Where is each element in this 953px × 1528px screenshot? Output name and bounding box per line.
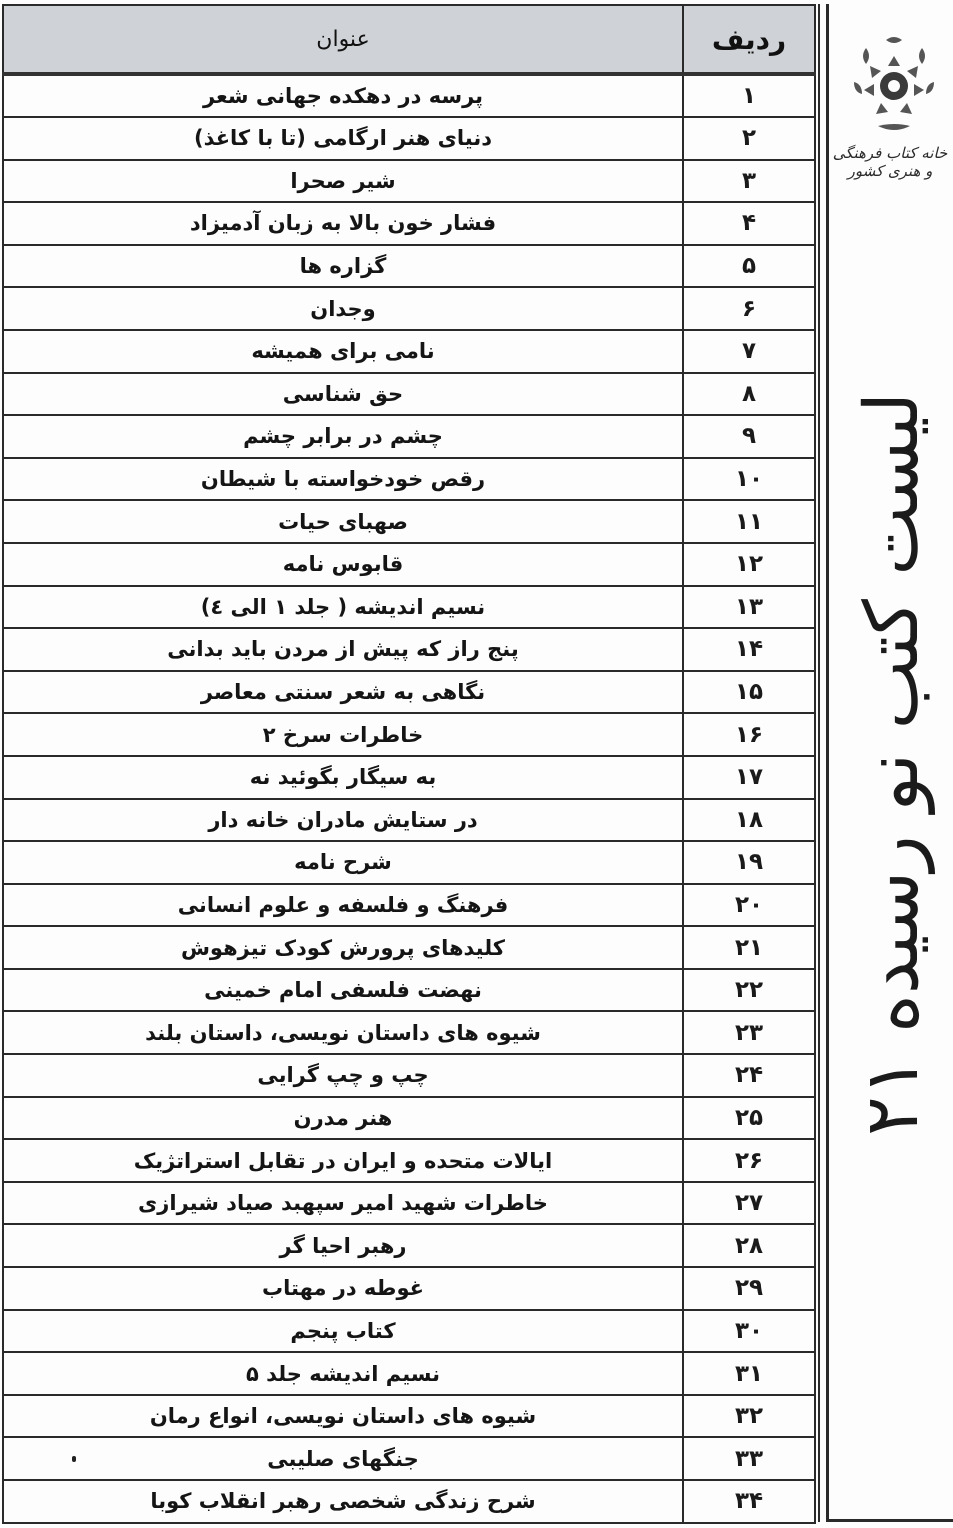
row-number: ۱۱ <box>683 500 815 543</box>
row-number: ۲۹ <box>683 1267 815 1310</box>
book-title: غوطه در مهتاب <box>3 1267 683 1310</box>
table-row <box>3 415 815 458</box>
table-row <box>3 330 815 373</box>
row-number: ۲۲ <box>683 969 815 1012</box>
table-row <box>3 202 815 245</box>
row-number: ۱۶ <box>683 713 815 756</box>
table-row <box>3 1395 815 1438</box>
book-title: رهبر احیا گر <box>3 1224 683 1267</box>
book-title: پنج راز که پیش از مردن باید بدانی <box>3 628 683 671</box>
book-title: نهضت فلسفی امام خمینی <box>3 969 683 1012</box>
table-row <box>3 1480 815 1523</box>
row-number: ۱۳ <box>683 586 815 629</box>
row-number: ۶ <box>683 287 815 330</box>
book-title: نسیم اندیشه ( جلد ۱ الی ٤) <box>3 586 683 629</box>
book-title: شیوه های داستان نویسی، داستان بلند <box>3 1011 683 1054</box>
row-number: ۲ <box>683 117 815 160</box>
table-header-row <box>3 5 815 74</box>
table-row <box>3 287 815 330</box>
table-row <box>3 756 815 799</box>
row-number-header: ردیف <box>683 5 815 74</box>
row-number: ۳۰ <box>683 1310 815 1353</box>
book-title: صهبای حیات <box>3 500 683 543</box>
book-title: کتاب پنجم <box>3 1310 683 1353</box>
table-row <box>3 586 815 629</box>
book-title: چشم در برابر چشم <box>3 415 683 458</box>
table-row <box>3 1054 815 1097</box>
table-row <box>3 1352 815 1395</box>
ink-mark <box>72 1456 76 1462</box>
row-number: ۴ <box>683 202 815 245</box>
book-title: در ستایش مادران خانه دار <box>3 799 683 842</box>
book-title: خاطرات سرخ ۲ <box>3 713 683 756</box>
book-title: کلیدهای پرورش کودک تیزهوش <box>3 926 683 969</box>
row-number: ۱ <box>683 74 815 117</box>
table-row <box>3 117 815 160</box>
row-number: ۱۴ <box>683 628 815 671</box>
book-title: شرح زندگی شخصی رهبر انقلاب کوبا <box>3 1480 683 1523</box>
row-number: ۲۸ <box>683 1224 815 1267</box>
table-row <box>3 74 815 117</box>
book-title: هنر مدرن <box>3 1097 683 1140</box>
row-number: ۱۵ <box>683 671 815 714</box>
organization-name: خانه کتاب فرهنگی و هنری کشور <box>832 144 948 180</box>
book-title: ایالات متحده و ایران در تقابل استراتژیک <box>3 1139 683 1182</box>
row-number: ۱۸ <box>683 799 815 842</box>
book-title: نگاهی به شعر سنتی معاصر <box>3 671 683 714</box>
divider <box>826 4 829 1522</box>
vertical-title-text: لیست کتب نو رسیده ۲۱ <box>849 392 935 1136</box>
row-number: ۳۱ <box>683 1352 815 1395</box>
table-row <box>3 500 815 543</box>
book-title: رقص خودخواسته با شیطان <box>3 458 683 501</box>
book-title: فرهنگ و فلسفه و علوم انسانی <box>3 884 683 927</box>
new-books-table <box>2 4 816 1524</box>
table-row <box>3 671 815 714</box>
row-number: ۲۴ <box>683 1054 815 1097</box>
table-row <box>3 799 815 842</box>
row-number: ۱۲ <box>683 543 815 586</box>
book-title: جنگهای صلیبی <box>3 1437 683 1480</box>
table-row <box>3 713 815 756</box>
book-title: به سیگار بگوئید نه <box>3 756 683 799</box>
book-title: فشار خون بالا به زبان آدمیزاد <box>3 202 683 245</box>
book-title: پرسه در دهکده جهانی شعر <box>3 74 683 117</box>
row-number: ۲۰ <box>683 884 815 927</box>
table-row <box>3 884 815 927</box>
book-title: دنیای هنر ارگامی (تا با کاغذ) <box>3 117 683 160</box>
table-row <box>3 1097 815 1140</box>
row-number: ۱۰ <box>683 458 815 501</box>
table-row <box>3 373 815 416</box>
book-title: خاطرات شهید امیر سپهبد صیاد شیرازی <box>3 1182 683 1225</box>
table-row <box>3 841 815 884</box>
table-row <box>3 160 815 203</box>
table-row <box>3 458 815 501</box>
row-number: ۲۶ <box>683 1139 815 1182</box>
table-row <box>3 1011 815 1054</box>
table-row <box>3 1139 815 1182</box>
book-title: وجدان <box>3 287 683 330</box>
book-title: نسیم اندیشه جلد ۵ <box>3 1352 683 1395</box>
row-number: ۳۲ <box>683 1395 815 1438</box>
book-title: قابوس نامه <box>3 543 683 586</box>
library-logo-icon <box>848 26 940 136</box>
table-row <box>3 1224 815 1267</box>
book-title: شیوه های داستان نویسی، انواع رمان <box>3 1395 683 1438</box>
row-number: ۷ <box>683 330 815 373</box>
row-number: ۲۳ <box>683 1011 815 1054</box>
book-title: گزاره ها <box>3 245 683 288</box>
book-title: حق شناسی <box>3 373 683 416</box>
row-number: ۳۳ <box>683 1437 815 1480</box>
list-title <box>842 364 942 1164</box>
table-body <box>3 74 815 1523</box>
book-title: شیر صحرا <box>3 160 683 203</box>
table-row <box>3 1182 815 1225</box>
table-row <box>3 628 815 671</box>
table-row <box>3 543 815 586</box>
book-title: چپ و چپ گرایی <box>3 1054 683 1097</box>
table-row <box>3 969 815 1012</box>
row-number: ۱۷ <box>683 756 815 799</box>
divider <box>826 1519 953 1522</box>
row-number: ۱۹ <box>683 841 815 884</box>
side-panel <box>818 4 951 1522</box>
book-title: نامی برای همیشه <box>3 330 683 373</box>
table-row <box>3 926 815 969</box>
table-row <box>3 1310 815 1353</box>
row-number: ۲۷ <box>683 1182 815 1225</box>
row-number: ۳ <box>683 160 815 203</box>
title-header: عنوان <box>3 5 683 74</box>
row-number: ۸ <box>683 373 815 416</box>
row-number: ۳۴ <box>683 1480 815 1523</box>
row-number: ۲۱ <box>683 926 815 969</box>
row-number: ۹ <box>683 415 815 458</box>
book-title: شرح نامه <box>3 841 683 884</box>
table-row <box>3 1267 815 1310</box>
table-row <box>3 1437 815 1480</box>
row-number: ۲۵ <box>683 1097 815 1140</box>
table-row <box>3 245 815 288</box>
row-number: ۵ <box>683 245 815 288</box>
